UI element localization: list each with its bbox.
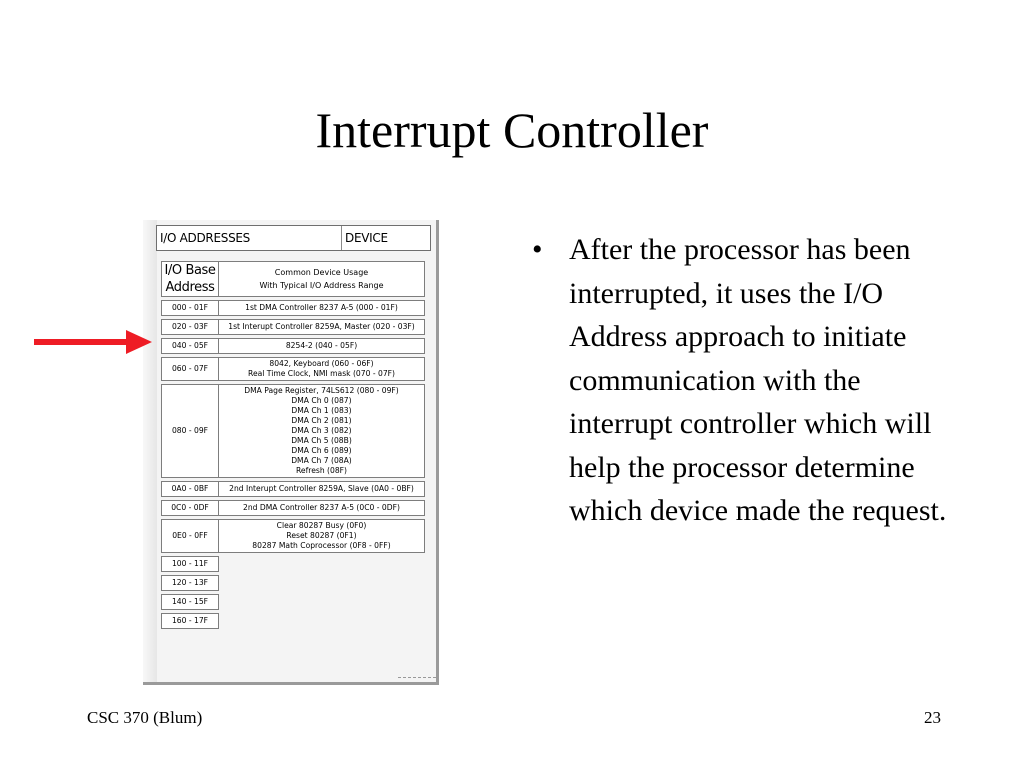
io-table-header [156,225,431,251]
io-address-cell: 160 - 17F [161,613,219,629]
device-line: 80287 Math Coprocessor (0F8 - 0FF) [252,541,391,550]
io-address-table [161,258,425,632]
table-row [161,575,425,591]
table-row [161,594,425,610]
device-line: 2nd Interupt Controller 8259A, Slave (0A0 - 0BF) [229,484,414,493]
scroll-marks [398,677,436,683]
header-line: Address [165,280,215,295]
header-line: With Typical I/O Address Range [259,281,384,290]
device-cell [219,319,425,335]
device-cell [219,338,425,354]
bullet-icon: • [532,233,543,266]
table-row [161,519,425,553]
device-line: DMA Ch 2 (081) [291,416,352,425]
io-address-cell: 100 - 11F [161,556,219,572]
arrow-shaft [34,339,130,345]
io-address-cell: 080 - 09F [161,384,219,478]
io-address-cell: 000 - 01F [161,300,219,316]
table-row [161,613,425,629]
io-address-cell: 020 - 03F [161,319,219,335]
page-number: 23 [924,708,941,727]
table-row [161,500,425,516]
device-cell [219,384,425,478]
device-line: Real Time Clock, NMI mask (070 - 07F) [248,369,395,378]
device-line: 1st DMA Controller 8237 A-5 (000 - 01F) [245,303,398,312]
io-address-table-image [143,220,439,685]
device-line: DMA Ch 0 (087) [291,396,352,405]
device-cell [219,575,425,591]
device-cell [219,613,425,629]
io-address-cell: 060 - 07F [161,357,219,381]
device-line: DMA Ch 1 (083) [291,406,352,415]
table-row [161,556,425,572]
table-row [161,481,425,497]
device-line: 1st Interupt Controller 8259A, Master (020 - 03F) [228,322,415,331]
io-addresses-column-header: I/O ADDRESSES [157,226,342,250]
panel-edge [143,220,157,685]
device-line: 8254-2 (040 - 05F) [285,341,358,350]
header-line: Common Device Usage [274,268,369,277]
io-address-cell: 040 - 05F [161,338,219,354]
table-row [161,319,425,335]
device-cell [219,357,425,381]
device-line: 8042, Keyboard (060 - 06F) [269,359,374,368]
header-line: I/O Base [164,263,216,278]
device-cell [219,500,425,516]
device-line: 2nd DMA Controller 8237 A-5 (0C0 - 0DF) [243,503,400,512]
device-cell [219,594,425,610]
device-line: DMA Ch 3 (082) [291,426,352,435]
bullet-text: After the processor has been interrupted, it uses the I/O Address approach to initiate communication with the interrupt controller which will help the processor determine which device made the request. [569,233,947,527]
table-row [161,357,425,381]
device-line: Reset 80287 (0F1) [286,531,357,540]
footer-course: CSC 370 (Blum) [87,708,203,727]
device-cell [219,556,425,572]
device-cell [219,481,425,497]
arrow-head [126,330,152,354]
io-address-cell: 120 - 13F [161,575,219,591]
common-device-usage-header [219,261,425,297]
io-address-cell: 0C0 - 0DF [161,500,219,516]
io-address-cell: 0E0 - 0FF [161,519,219,553]
io-base-address-header [161,261,219,297]
device-column-header: DEVICE [345,231,388,245]
device-line: Refresh (08F) [295,466,348,475]
table-row [161,300,425,316]
bullet-point [532,228,952,533]
device-cell [219,519,425,553]
red-arrow-icon [34,328,152,356]
device-line: DMA Ch 5 (08B) [291,436,352,445]
table-column-headers [161,261,425,297]
device-line: Clear 80287 Busy (0F0) [276,521,367,530]
device-line: DMA Ch 7 (08A) [291,456,352,465]
device-cell [219,300,425,316]
device-line: DMA Page Register, 74LS612 (080 - 09F) [244,386,399,395]
io-address-cell: 140 - 15F [161,594,219,610]
slide-title: Interrupt Controller [315,102,709,158]
device-line: DMA Ch 6 (089) [291,446,352,455]
table-row [161,384,425,478]
table-row [161,338,425,354]
io-address-cell: 0A0 - 0BF [161,481,219,497]
